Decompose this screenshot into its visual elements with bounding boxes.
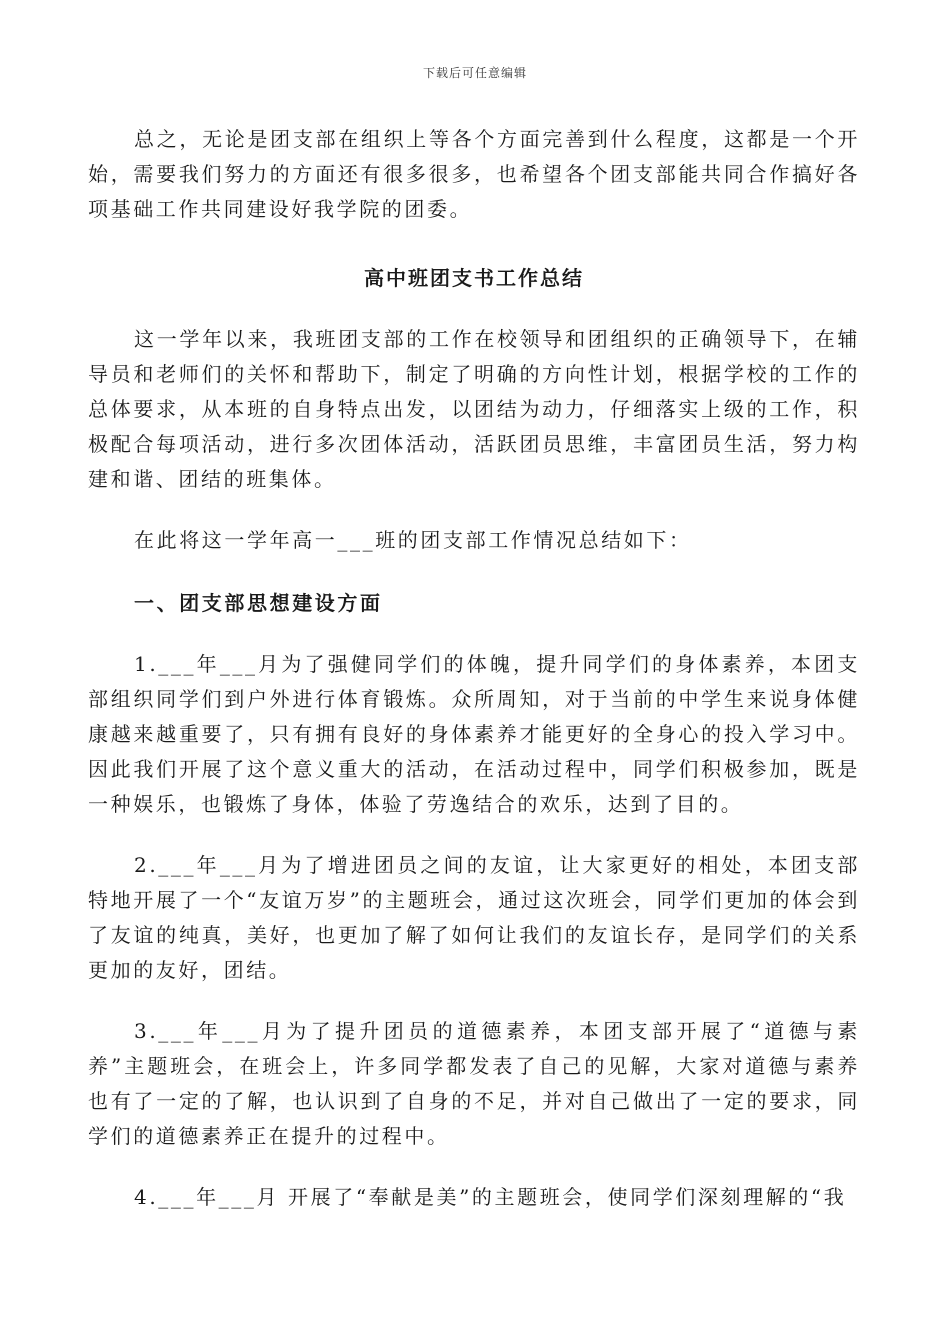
document-title: 高中班团支书工作总结 (364, 266, 584, 290)
summary-paragraph: 这一学年以来，我班团支部的工作在校领导和团组织的正确领导下，在辅导员和老师们的关怀和帮助下，制定了明确的方向性计划，根据学校的工作的总体要求，从本班的自身特点出发，以团结为动力，仔细落实上级的工作，积极配合每项活动，进行多次团体活动，活跃团员思维，丰富团员生活，努力构建和谐、团结的班集体。 (88, 327, 860, 491)
list-item-3: 3.___年___月为了提升团员的道德素养，本团支部开展了“道德与素养”主题班会，在班会上，许多同学都发表了自己的见解，大家对道德与素养也有了一定的了解，也认识到了自身的不足，并对自己做出了一定的要求，同学们的道德素养正在提升的过程中。 (88, 1019, 860, 1148)
list-item-1: 1.___年___月为了强健同学们的体魄，提升同学们的身体素养，本团支部组织同学们到户外进行体育锻炼。众所周知，对于当前的中学生来说身体健康越来越重要了，只有拥有良好的身体素养才能更好的全身心的投入学习中。因此我们开展了这个意义重大的活动，在活动过程中，同学们积极参加，既是一种娱乐，也锻炼了身体，体验了劳逸结合的欢乐，达到了目的。 (88, 652, 860, 816)
document-body (88, 122, 860, 1215)
overview-paragraph: 在此将这一学年高一___班的团支部工作情况总结如下： (134, 528, 692, 552)
section-heading: 一、团支部思想建设方面 (134, 591, 383, 615)
list-item-2: 2.___年___月为了增进团员之间的友谊，让大家更好的相处，本团支部特地开展了一个“友谊万岁”的主题班会，通过这次班会，同学们更加的体会到了友谊的纯真，美好，也更加了解了如何让我们的友谊长存，是同学们的关系更加的友好，团结。 (88, 853, 860, 982)
header-note: 下载后可任意编辑 (422, 66, 527, 80)
list-item-4: 4.___年___月 开展了“奉献是美”的主题班会，使同学们深刻理解的“我 (134, 1185, 847, 1209)
intro-paragraph: 总之，无论是团支部在组织上等各个方面完善到什么程度，这都是一个开始，需要我们努力的方面还有很多很多，也希望各个团支部能共同合作搞好各项基础工作共同建设好我学院的团委。 (88, 127, 860, 221)
